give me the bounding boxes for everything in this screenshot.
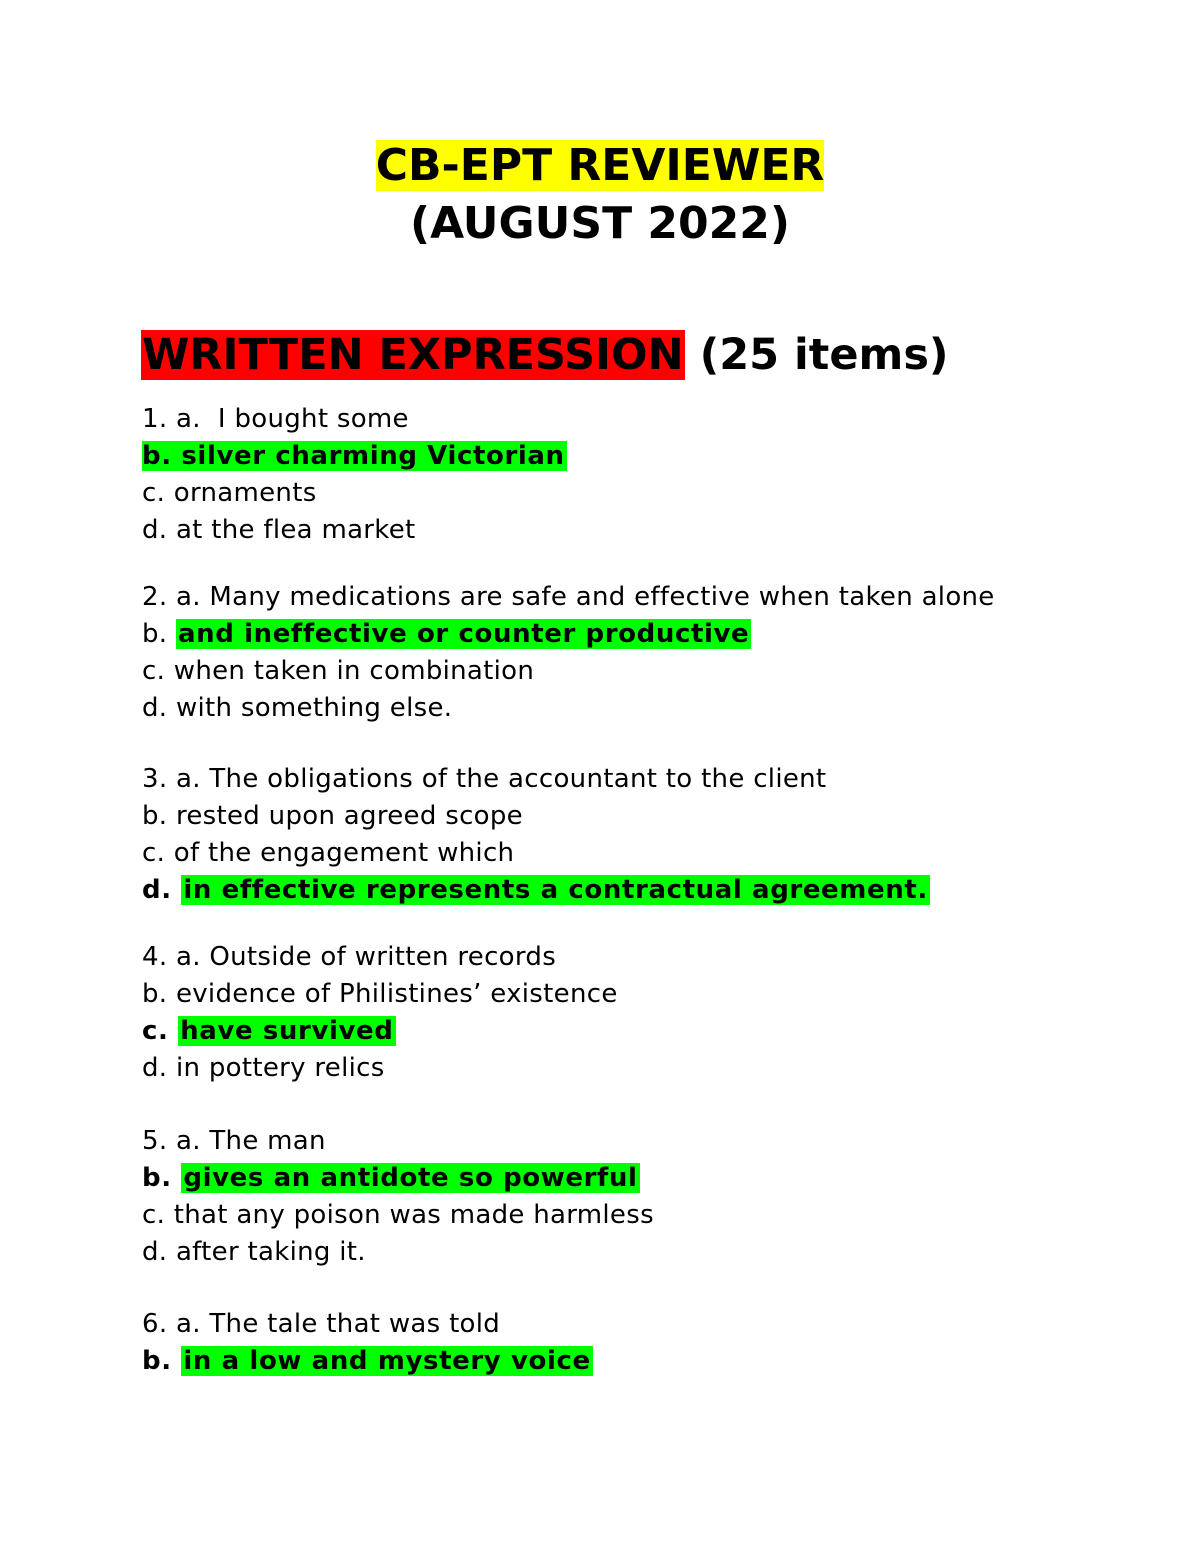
option-a (142, 939, 1142, 976)
option-text: of the engagement which (173, 838, 515, 868)
option-a (142, 1123, 1142, 1160)
option-text: after taking it. (175, 1237, 366, 1267)
option-marker: b. (142, 801, 168, 831)
option-marker: 3. a. (142, 764, 201, 794)
option-text: at the flea market (175, 515, 416, 545)
option-text: that any poison was made harmless (173, 1200, 654, 1230)
option-marker: d. (142, 693, 168, 723)
option-text: in effective represents a contractual agreement. (183, 875, 928, 905)
option-text: The tale that was told (209, 1309, 501, 1339)
option-marker: b. (142, 1163, 172, 1193)
option-marker: b. (142, 441, 172, 471)
option-b-answer (142, 438, 1142, 475)
option-marker: 5. a. (142, 1126, 201, 1156)
option-text: evidence of Philistines’ existence (175, 979, 618, 1009)
option-a (142, 579, 1142, 616)
option-marker: 1. a. (142, 404, 201, 434)
option-c (142, 653, 1142, 690)
option-marker: b. (142, 619, 168, 649)
section-label: WRITTEN EXPRESSION (142, 330, 684, 380)
option-text: I bought some (200, 404, 409, 434)
option-marker: d. (142, 1053, 168, 1083)
question-1 (142, 401, 1142, 549)
option-text: and ineffective or counter productive (177, 619, 750, 649)
option-c (142, 475, 1142, 512)
option-marker: c. (142, 838, 166, 868)
title (0, 138, 1200, 194)
section-heading (141, 327, 949, 383)
question-5 (142, 1123, 1142, 1271)
option-marker: c. (142, 656, 166, 686)
option-text: silver charming Victorian (181, 441, 565, 471)
option-marker: c. (142, 478, 166, 508)
option-b (142, 976, 1142, 1013)
option-c (142, 835, 1142, 872)
question-3 (142, 761, 1142, 909)
option-text: The man (209, 1126, 326, 1156)
option-text: Many medications are safe and effective when taken alone (209, 582, 995, 612)
option-c-answer (142, 1013, 1142, 1050)
option-marker: b. (142, 1346, 172, 1376)
option-text: with something else. (175, 693, 453, 723)
option-marker: 6. a. (142, 1309, 201, 1339)
document-subtitle: (AUGUST 2022) (410, 198, 790, 249)
option-marker: b. (142, 979, 168, 1009)
subtitle (0, 196, 1200, 252)
option-marker: c. (142, 1016, 169, 1046)
option-marker: 4. a. (142, 942, 201, 972)
option-text: gives an antidote so powerful (183, 1163, 638, 1193)
option-d (142, 1050, 1142, 1087)
option-marker: d. (142, 515, 168, 545)
option-a (142, 401, 1142, 438)
option-d (142, 512, 1142, 549)
option-text: ornaments (173, 478, 317, 508)
option-text: when taken in combination (173, 656, 535, 686)
section-count: (25 items) (699, 330, 949, 380)
document-title: CB-EPT REVIEWER (375, 140, 825, 191)
option-text: in a low and mystery voice (183, 1346, 591, 1376)
option-d-answer (142, 872, 1142, 909)
option-d (142, 690, 1142, 727)
option-c (142, 1197, 1142, 1234)
question-6 (142, 1306, 1142, 1380)
option-text: in pottery relics (175, 1053, 385, 1083)
option-b-answer (142, 1343, 1142, 1380)
option-text: The obligations of the accountant to the client (209, 764, 827, 794)
option-marker: c. (142, 1200, 166, 1230)
option-a (142, 761, 1142, 798)
option-a (142, 1306, 1142, 1343)
option-text: Outside of written records (209, 942, 557, 972)
option-marker: d. (142, 1237, 168, 1267)
option-b-answer (142, 1160, 1142, 1197)
option-b-answer (142, 616, 1142, 653)
option-d (142, 1234, 1142, 1271)
option-b (142, 798, 1142, 835)
option-text: rested upon agreed scope (175, 801, 523, 831)
option-marker: d. (142, 875, 172, 905)
option-text: have survived (180, 1016, 394, 1046)
question-2 (142, 579, 1142, 727)
question-4 (142, 939, 1142, 1087)
option-marker: 2. a. (142, 582, 201, 612)
